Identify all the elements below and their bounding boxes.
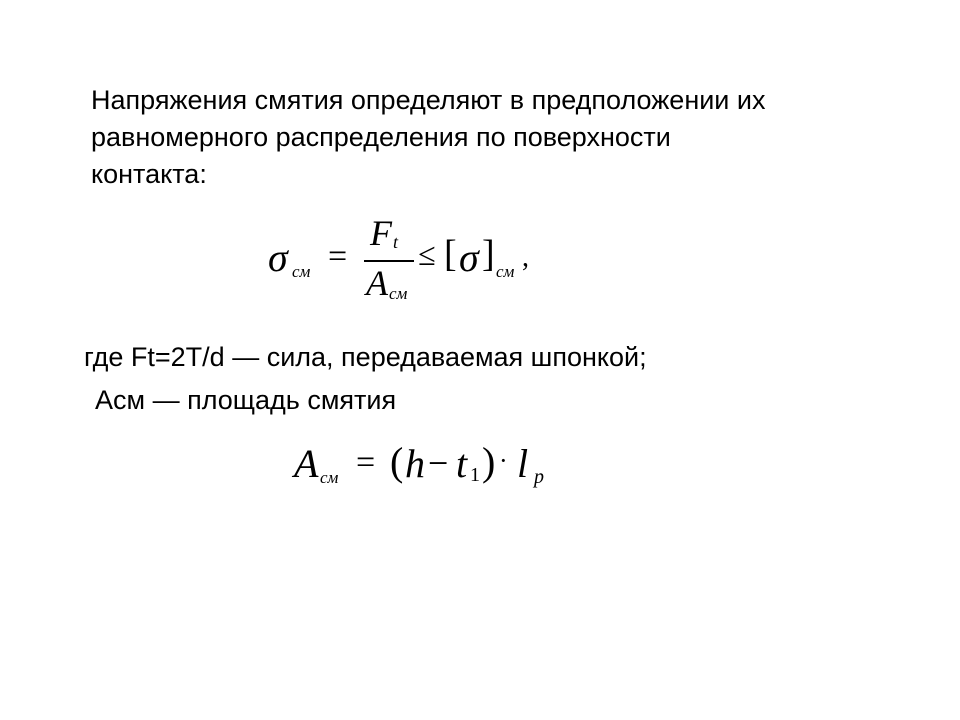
- numerator-force: F: [370, 213, 392, 253]
- depth-t: t: [456, 441, 468, 486]
- sigma-symbol: σ: [268, 235, 288, 280]
- length-l: l: [517, 441, 529, 486]
- intro-line-2: равномерного распределения по поверхности: [91, 122, 671, 152]
- depth-subscript: 1: [470, 464, 480, 486]
- denominator-area: A: [366, 263, 388, 303]
- formula-comma: ,: [522, 242, 529, 273]
- intro-line-3: контакта:: [91, 159, 207, 189]
- intro-paragraph: [91, 82, 911, 193]
- allowable-sigma: σ: [459, 235, 479, 280]
- multiplication-dot: ·: [499, 446, 508, 475]
- area-symbol: A: [294, 441, 319, 486]
- minus-sign: −: [428, 443, 449, 483]
- bracket-subscript: см: [496, 262, 515, 281]
- numerator-subscript: t: [393, 232, 399, 252]
- intro-line-1: Напряжения смятия определяют в предположении их: [91, 85, 766, 115]
- equals-sign: =: [328, 238, 348, 275]
- denominator-subscript: см: [389, 284, 408, 303]
- area-formula: [294, 438, 574, 502]
- paren-close: ): [482, 439, 496, 484]
- area-equals-sign: =: [356, 444, 376, 481]
- stress-formula: [268, 212, 548, 308]
- area-subscript: см: [320, 468, 339, 487]
- height-h: h: [405, 441, 425, 486]
- paren-open: (: [390, 439, 404, 484]
- length-subscript: p: [534, 466, 544, 488]
- force-definition: где Ft=2T/d — сила, передаваемая шпонкой;: [84, 342, 647, 372]
- area-definition: Асм — площадь смятия: [95, 385, 397, 415]
- bracket-open: [: [444, 233, 457, 275]
- bracket-close: ]: [482, 233, 495, 275]
- sigma-subscript: см: [292, 262, 311, 281]
- less-or-equal-sign: ≤: [418, 236, 436, 272]
